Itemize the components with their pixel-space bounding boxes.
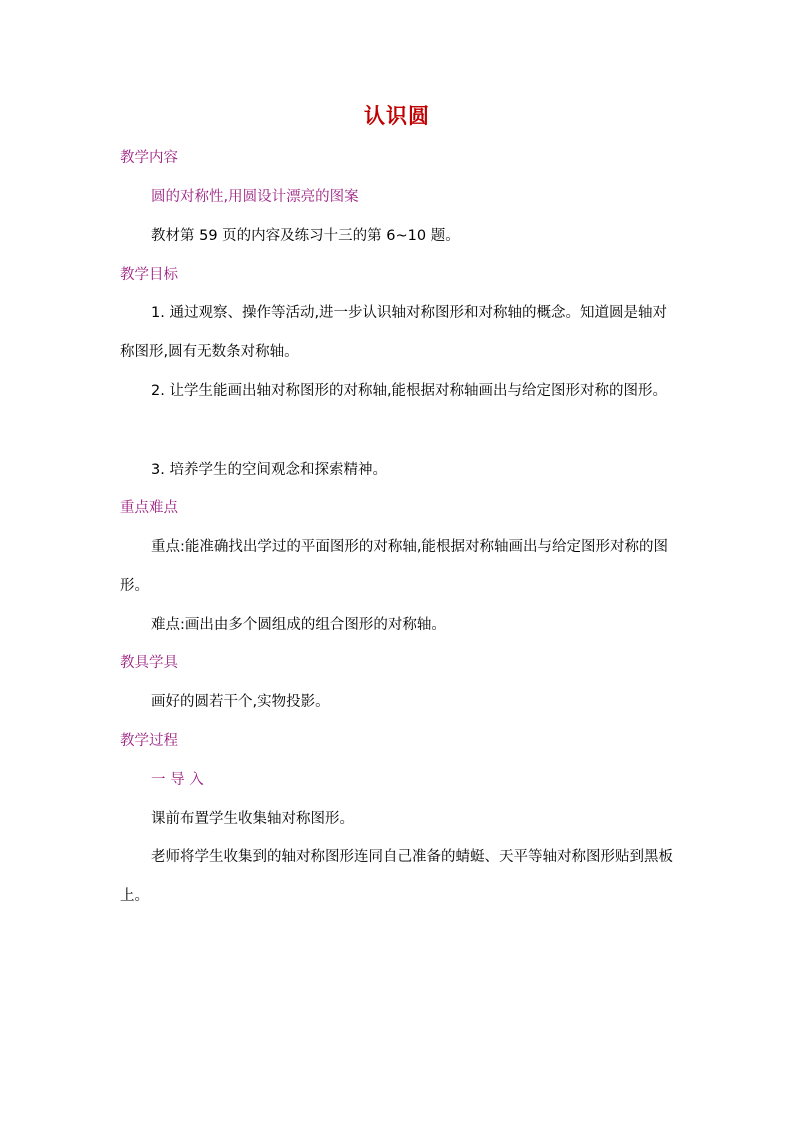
- textbook-reference: 教材第 59 页的内容及练习十三的第 6~10 题。: [151, 228, 460, 244]
- heading-teaching-tools: 教具学具: [120, 655, 178, 671]
- difficulty-point: 难点:画出由多个圆组成的组合图形的对称轴。: [151, 617, 446, 633]
- goal-item-1: 1. 通过观察、操作等活动,进一步认识轴对称图形和对称轴的概念。知道圆是轴对称图形,圆有无数条对称轴。: [120, 305, 668, 360]
- page-title: 认识圆: [364, 104, 430, 128]
- process-paragraph-1: 课前布置学生收集轴对称图形。: [151, 811, 354, 827]
- tools-text: 画好的圆若干个,实物投影。: [151, 694, 330, 710]
- goal-item-2: 2. 让学生能画出轴对称图形的对称轴,能根据对称轴画出与给定图形对称的图形。: [151, 383, 668, 399]
- heading-key-points: 重点难点: [120, 500, 178, 516]
- step-title-introduction: 一 导 入: [151, 772, 204, 788]
- process-paragraph-2: 老师将学生收集到的轴对称图形连同自己准备的蜻蜓、天平等轴对称图形贴到黑板上。: [120, 849, 673, 904]
- key-point: 重点:能准确找出学过的平面图形的对称轴,能根据对称轴画出与给定图形对称的图形。: [120, 539, 668, 594]
- heading-teaching-process: 教学过程: [120, 733, 178, 749]
- goal-item-3: 3. 培养学生的空间观念和探索精神。: [151, 462, 387, 478]
- topic-line: 圆的对称性,用圆设计漂亮的图案: [151, 189, 359, 205]
- heading-teaching-content: 教学内容: [120, 150, 178, 166]
- heading-teaching-goals: 教学目标: [120, 267, 178, 283]
